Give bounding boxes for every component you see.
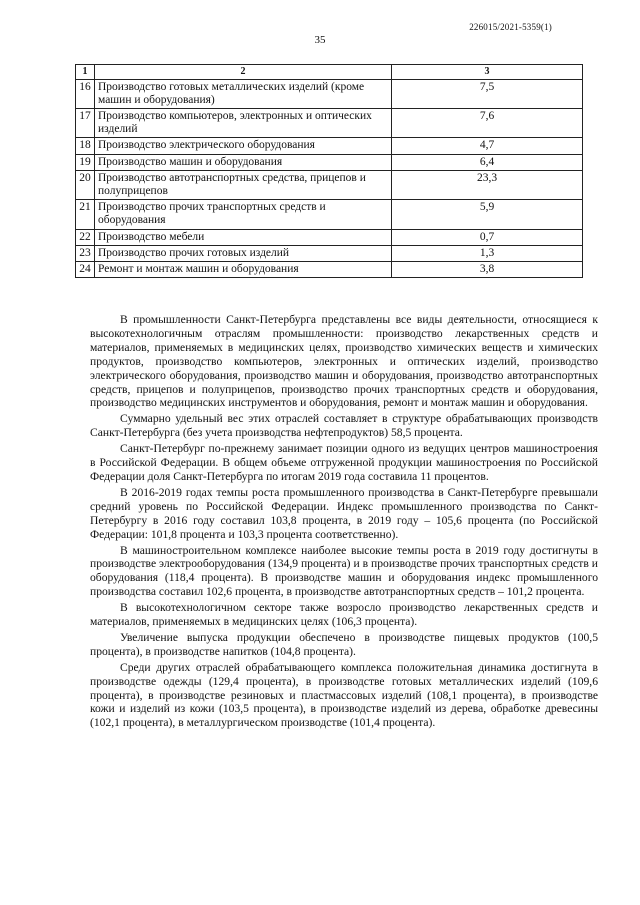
table-row	[76, 170, 583, 199]
column-header: 3	[392, 65, 583, 80]
share-value: 7,6	[392, 108, 583, 137]
paragraph: Суммарно удельный вес этих отраслей составляет в структуре обрабатывающих производств Санкт-Петербурга (без учета производства нефтепродуктов) 58,5 процента.	[90, 412, 598, 440]
row-number: 22	[76, 229, 95, 245]
share-value: 3,8	[392, 262, 583, 278]
row-number: 17	[76, 108, 95, 137]
share-value: 6,4	[392, 154, 583, 170]
document-id: 226015/2021-5359(1)	[469, 22, 552, 32]
row-number: 23	[76, 245, 95, 261]
paragraph: Увеличение выпуска продукции обеспечено в производстве пищевых продуктов (100,5 процента), в производстве напитков (104,8 процента).	[90, 630, 598, 658]
share-value: 0,7	[392, 229, 583, 245]
paragraph: В промышленности Санкт-Петербурга представлены все виды деятельности, относящиеся к высокотехнологичным отраслям промышленности: производство лекарственных средств и материалов, применяемых в медицинских целях, производство химических веществ и химических продуктов, производство компьютеров, электронных и оптических изделий, производство электрического оборудования, производство машин и оборудования, производство автотранспортных средств, прицепов и полуприцепов, производство прочих транспортных средств и оборудования, производство медицинских инструментов и оборудования, ремонт и монтаж машин и оборудования.	[90, 313, 598, 410]
share-value: 23,3	[392, 170, 583, 199]
row-number: 19	[76, 154, 95, 170]
table-row	[76, 154, 583, 170]
table-row	[76, 108, 583, 137]
page-number: 35	[314, 34, 326, 46]
share-value: 1,3	[392, 245, 583, 261]
paragraph: В высокотехнологичном секторе также возросло производство лекарственных средств и материалов, применяемых в медицинских целях (106,3 процента).	[90, 601, 598, 629]
table-row	[76, 79, 583, 108]
table-row	[76, 138, 583, 154]
table-row	[76, 262, 583, 278]
industry-name: Производство машин и оборудования	[95, 154, 392, 170]
share-value: 5,9	[392, 200, 583, 229]
share-value: 7,5	[392, 79, 583, 108]
industry-share-table	[75, 64, 583, 278]
table-row	[76, 245, 583, 261]
row-number: 20	[76, 170, 95, 199]
row-number: 21	[76, 200, 95, 229]
industry-name: Ремонт и монтаж машин и оборудования	[95, 262, 392, 278]
body-text	[90, 313, 598, 732]
industry-name: Производство прочих транспортных средств и оборудования	[95, 200, 392, 229]
row-number: 16	[76, 79, 95, 108]
paragraph: Санкт-Петербург по-прежнему занимает позиции одного из ведущих центров машиностроения в Российской Федерации. В общем объеме отгруженной продукции машиностроения по Российской Федерации доля Санкт-Петербурга по итогам 2019 года составила 11 процентов.	[90, 442, 598, 483]
paragraph: Среди других отраслей обрабатывающего комплекса положительная динамика достигнута в производстве одежды (129,4 процента), в производстве готовых металлических изделий (109,6 процента), в производстве резиновых и пластмассовых изделий (108,1 процента), в производстве кожи и изделий из кожи (103,5 процента), в производстве изделий из дерева, обработке древесины (102,1 процента), в металлургическом производстве (101,4 процента).	[90, 660, 598, 730]
column-header: 2	[95, 65, 392, 80]
industry-name: Производство автотранспортных средства, прицепов и полуприцепов	[95, 170, 392, 199]
paragraph: В 2016-2019 годах темпы роста промышленного производства в Санкт-Петербурге превышали средний уровень по Российской Федерации. Индекс промышленного производства по Санкт-Петербургу в 2016 году составил 103,8 процента, в 2019 году – 105,6 процента (по Российской Федерации: 101,8 процента и 103,3 процента соответственно).	[90, 485, 598, 541]
industry-name: Производство прочих готовых изделий	[95, 245, 392, 261]
industry-name: Производство готовых металлических изделий (кроме машин и оборудования)	[95, 79, 392, 108]
column-header: 1	[76, 65, 95, 80]
table-row	[76, 229, 583, 245]
table-row	[76, 200, 583, 229]
industry-name: Производство мебели	[95, 229, 392, 245]
table-header-row	[76, 65, 583, 80]
paragraph: В машиностроительном комплексе наиболее высокие темпы роста в 2019 году достигнуты в производстве электрооборудования (134,9 процента) и в производстве прочих транспортных средств и оборудования (118,4 процента). В производстве машин и оборудования индекс промышленного производства составил 102,6 процента, в производстве автотранспортных средств – 101,2 процента.	[90, 543, 598, 599]
row-number: 18	[76, 138, 95, 154]
industry-name: Производство компьютеров, электронных и оптических изделий	[95, 108, 392, 137]
industry-name: Производство электрического оборудования	[95, 138, 392, 154]
share-value: 4,7	[392, 138, 583, 154]
row-number: 24	[76, 262, 95, 278]
